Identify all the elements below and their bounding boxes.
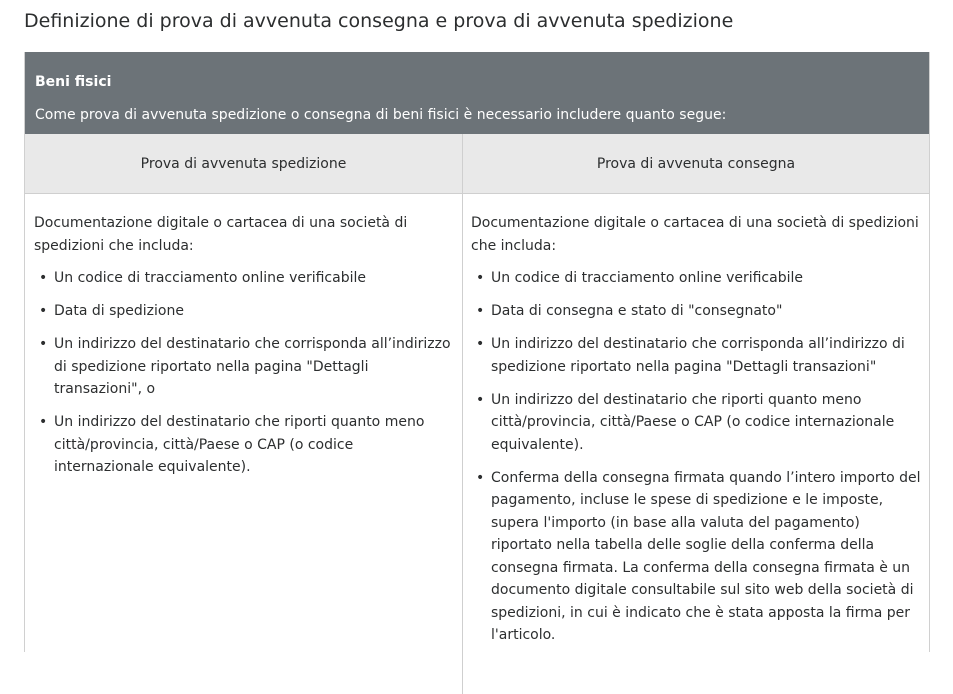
list-item	[471, 389, 923, 457]
list-item-text: Un indirizzo del destinatario che corrisponda all’indirizzo di spedizione riportato nella pagina "Dettagli transazioni"	[491, 336, 905, 375]
list-item	[471, 333, 923, 378]
bullet-icon: •	[476, 336, 485, 352]
shipping-proof-cell	[34, 212, 456, 489]
delivery-list	[471, 267, 923, 647]
bullet-icon: •	[39, 270, 48, 286]
bullet-icon: •	[476, 270, 485, 286]
shipping-list	[34, 267, 456, 479]
section-title: Beni fisici	[35, 74, 112, 90]
column-header-row	[25, 134, 929, 194]
delivery-proof-cell	[471, 212, 923, 657]
section-header	[25, 52, 929, 134]
list-item	[34, 333, 456, 401]
list-item-text: Un codice di tracciamento online verificabile	[54, 270, 366, 286]
list-item-text: Un indirizzo del destinatario che riporti quanto meno città/provincia, città/Paese o CAP (o codice internazionale equivalente).	[491, 391, 895, 453]
bullet-icon: •	[39, 336, 48, 352]
list-item	[34, 267, 456, 290]
list-item-text: Un indirizzo del destinatario che riporti quanto meno città/provincia, città/Paese o CAP (o codice internazionale equivalente).	[54, 414, 425, 475]
section-subtitle: Come prova di avvenuta spedizione o consegna di beni fisici è necessario includere quanto segue:	[35, 107, 727, 123]
bullet-icon: •	[476, 303, 485, 319]
list-item-text: Un indirizzo del destinatario che corrisponda all’indirizzo di spedizione riportato nella pagina "Dettagli transazioni", o	[54, 336, 451, 397]
page-title: Definizione di prova di avvenuta consegna e prova di avvenuta spedizione	[24, 10, 734, 32]
column-divider	[462, 134, 463, 694]
list-item-text: Un codice di tracciamento online verificabile	[491, 270, 803, 286]
bullet-icon: •	[476, 469, 485, 486]
column-header-shipping: Prova di avvenuta spedizione	[140, 155, 347, 172]
list-item-text: Conferma della consegna firmata quando l’intero importo del pagamento, incluse le spese di spedizione e le imposte, supera l'importo (in base alla valuta del pagamento) riportato nella tabella delle soglie della conferma della consegna firmata. La conferma della consegna firmata è un documento digitale consultabile sul sito web della società di spedizioni, in cui è indicato che è stata apposta la firma per l'articolo.	[491, 469, 921, 643]
list-item	[471, 300, 923, 323]
delivery-intro: Documentazione digitale o cartacea di una società di spedizioni che includa:	[471, 215, 919, 254]
bullet-icon: •	[39, 414, 48, 430]
list-item	[34, 300, 456, 323]
bullet-icon: •	[39, 303, 48, 319]
bullet-icon: •	[476, 391, 485, 408]
shipping-intro: Documentazione digitale o cartacea di una società di spedizioni che includa:	[34, 215, 408, 254]
list-item	[471, 467, 923, 647]
list-item-text: Data di consegna e stato di "consegnato"	[491, 303, 783, 319]
list-item-text: Data di spedizione	[54, 303, 184, 319]
list-item	[34, 411, 456, 479]
list-item	[471, 267, 923, 290]
column-header-delivery: Prova di avvenuta consegna	[596, 155, 796, 172]
proof-table	[24, 52, 930, 652]
